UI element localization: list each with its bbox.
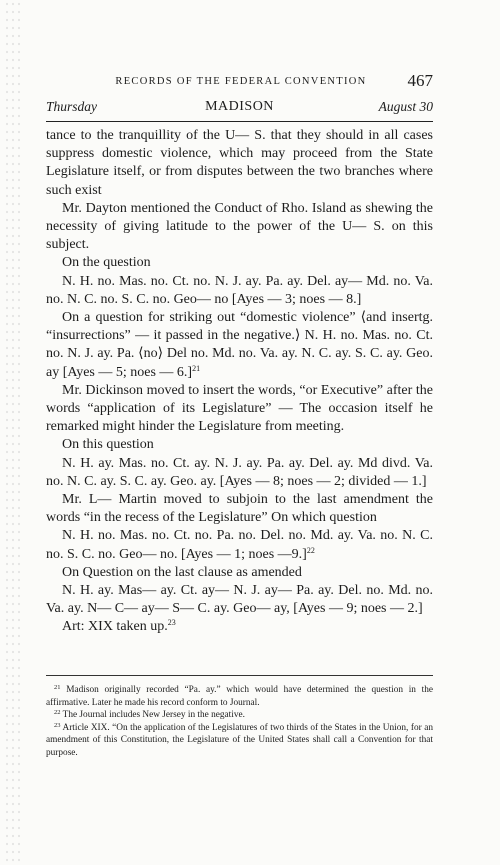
footnote-mark: 22 xyxy=(54,709,61,717)
paragraph-text: Mr. Dickinson moved to insert the words, “or Executive” after the words “application of its Legislature” — The occasion itself he remarked might hinder the Legislature from meeting. xyxy=(46,382,433,435)
paragraph-text: N. H. ay. Mas— ay. Ct. ay— N. J. ay— Pa. ay. Del. no. Md. no. Va. ay. N— C— ay— S— C. ay. Geo— ay, [Ayes — 9; noes — 2.] xyxy=(46,583,433,617)
header-rule xyxy=(46,121,433,122)
paragraph-text: On Question on the last clause as amended xyxy=(62,564,302,580)
paragraph xyxy=(46,436,433,454)
footnote-text: Madison originally recorded “Pa. ay.” which would have determined the question in the affirmative. Later he made his record conform to Journal. xyxy=(46,685,433,708)
footnote-mark: 21 xyxy=(54,684,61,691)
paragraph xyxy=(46,564,433,582)
paragraph-text: On the question xyxy=(62,255,151,271)
paragraph-text: N. H. ay. Mas. no. Ct. ay. N. J. ay. Pa. ay. Del. ay. Md divd. Va. no. N. C. ay. S. C. ay. Geo. ay. [Ayes — 8; noes — 2; divided — 1.] xyxy=(46,455,433,489)
footnote-ref: 22 xyxy=(306,545,315,555)
paragraph xyxy=(46,127,433,200)
paragraph-text: On a question for striking out “domestic violence” ⟨and insertg. “insurrections” — it passed in the negative.⟩ N. H. no. Mas. no. Ct. no. N. J. ay. Pa. ⟨no⟩ Del no. Md. no. Va. ay. N. C. ay. S. C. ay. Geo. ay [Ayes — 5; noes — 6.] xyxy=(46,310,433,380)
footnote-mark: 23 xyxy=(54,721,61,729)
footnotes xyxy=(46,684,433,760)
footnote-ref: 23 xyxy=(167,618,176,628)
paragraph-text: tance to the tranquillity of the U— S. that they should in all cases suppress domestic violence, which may proceed from the State Legislature itself, or from disputes between the two branches where such exist xyxy=(46,128,433,198)
footnote xyxy=(46,684,433,709)
body-text xyxy=(46,127,433,637)
paragraph-text: Mr. L— Martin moved to subjoin to the last amendment the words “in the recess of the Legislature” On which question xyxy=(46,492,433,526)
footnote-rule xyxy=(46,675,433,676)
running-head-title: RECORDS OF THE FEDERAL CONVENTION xyxy=(115,76,367,87)
vote-record xyxy=(46,527,433,563)
day-label: Thursday xyxy=(46,99,98,114)
vote-record xyxy=(46,582,433,618)
paragraph-text: Mr. Dayton mentioned the Conduct of Rho. Island as shewing the necessity of giving latitude to the power of the U— S. on this subject. xyxy=(46,200,433,253)
date-label: August 30 xyxy=(378,99,433,114)
paragraph-text: Art: XIX taken up. xyxy=(62,619,168,635)
paragraph-text: N. H. no. Mas. no. Ct. no. Pa. no. Del. no. Md. ay. Va. no. N. C. no. S. C. no. Geo— no. [Ayes — 1; noes —9.] xyxy=(46,528,433,562)
paragraph xyxy=(46,200,433,255)
paragraph-text: N. H. no. Mas. no. Ct. no. N. J. ay. Pa. ay. Del. ay— Md. no. Va. no. N. C. no. S. C. no. Geo— no [Ayes — 3; noes — 8.] xyxy=(46,273,433,307)
author-label: MADISON xyxy=(205,99,274,114)
footnote-ref: 21 xyxy=(192,363,201,373)
footnote xyxy=(46,709,433,722)
paragraph xyxy=(46,491,433,527)
vote-record xyxy=(46,273,433,309)
paragraph xyxy=(46,254,433,272)
footnote xyxy=(46,722,433,760)
paragraph-text: On this question xyxy=(62,437,154,453)
page-edge-texture xyxy=(4,0,22,865)
paragraph xyxy=(46,309,433,382)
footnote-text: Article XIX. “On the application of the Legislatures of two thirds of the States in the Union, for an amendment of this Constitution, the Legislature of the United States shall call a Convention for that purpose. xyxy=(46,722,433,758)
paragraph xyxy=(46,382,433,437)
subheading-row xyxy=(46,99,433,119)
page-number: 467 xyxy=(407,71,433,90)
footnote-text: The Journal includes New Jersey in the negative. xyxy=(62,710,245,721)
vote-record xyxy=(46,455,433,491)
paragraph xyxy=(46,618,433,636)
